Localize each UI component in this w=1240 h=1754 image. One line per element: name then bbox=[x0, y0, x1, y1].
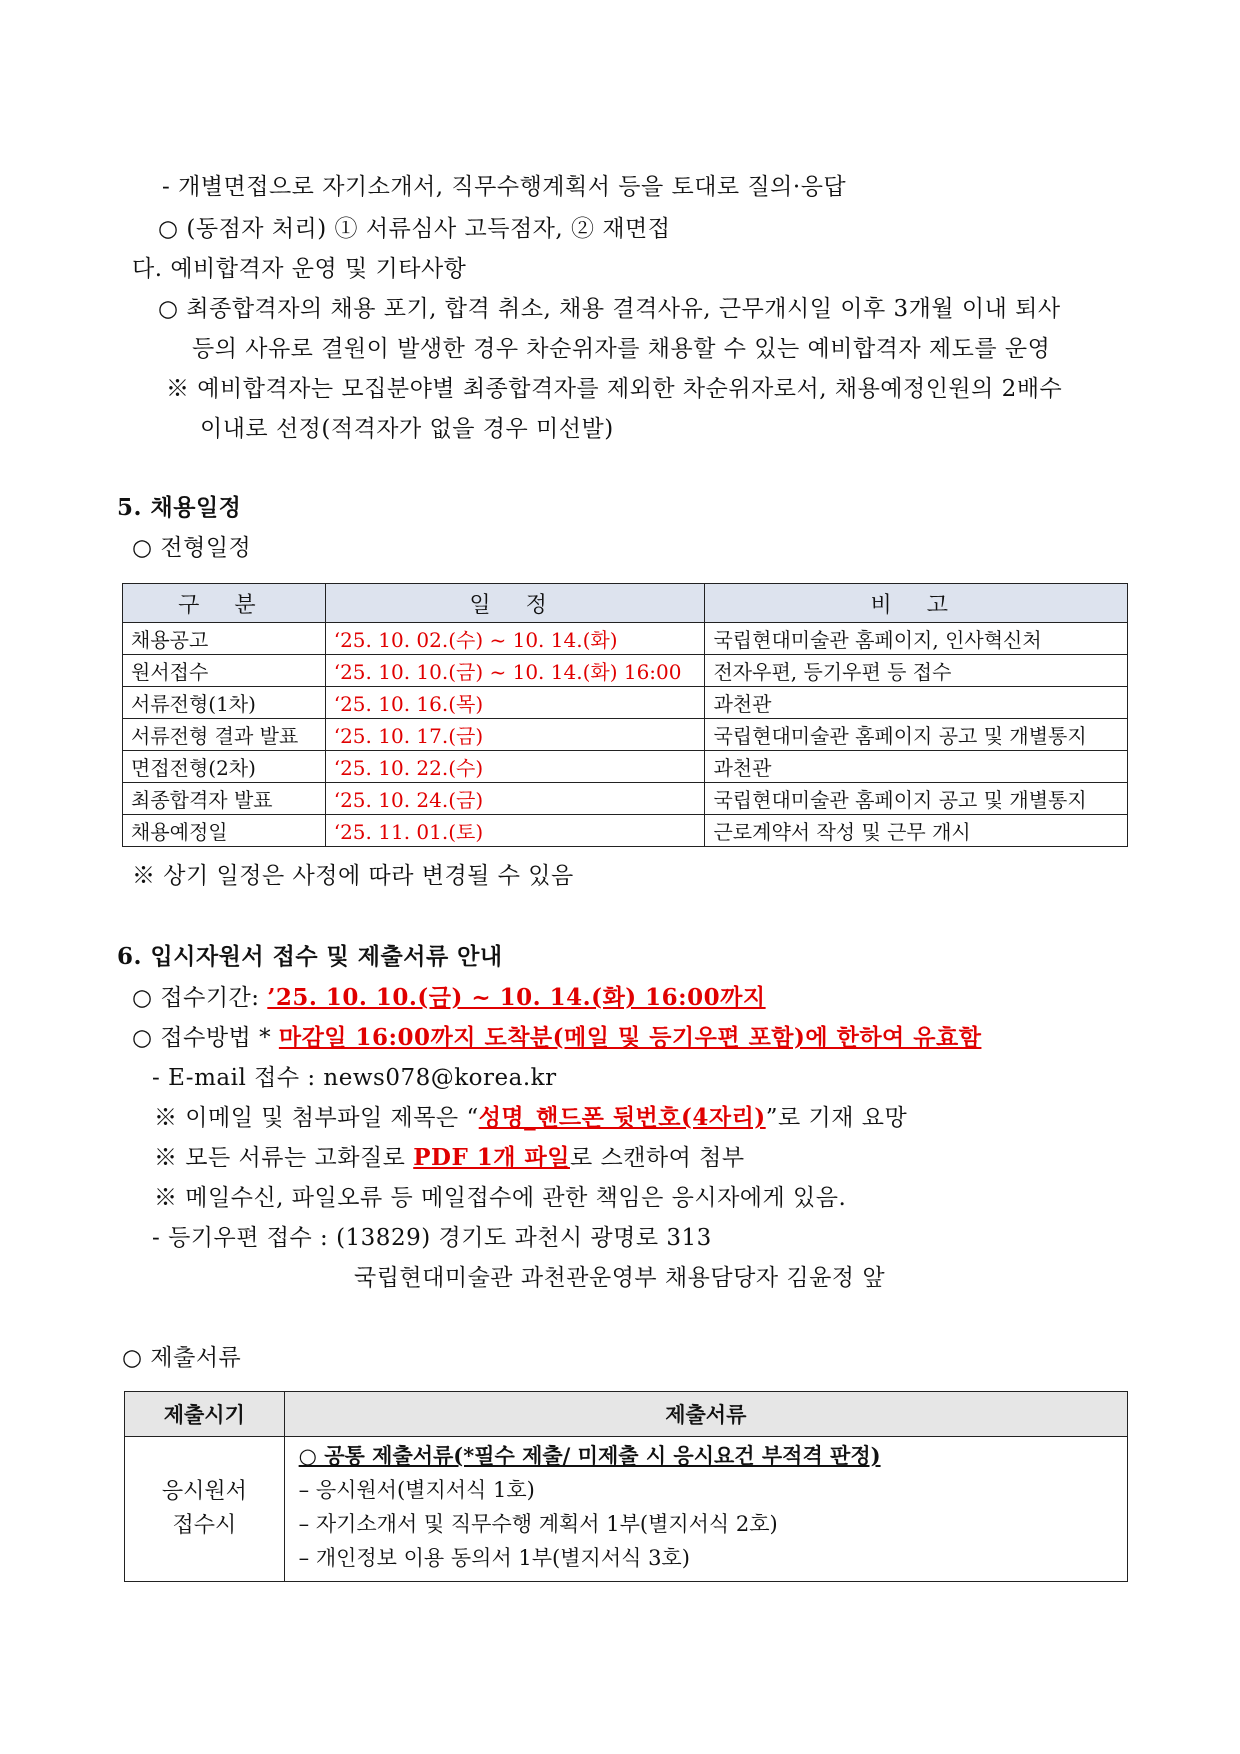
table-row bbox=[123, 623, 1128, 655]
schedule-note: 과천관 bbox=[705, 751, 1128, 783]
schedule-category: 최종합격자 발표 bbox=[123, 783, 326, 815]
schedule-note: 근로계약서 작성 및 근무 개시 bbox=[705, 815, 1128, 847]
schedule-note: 국립현대미술관 홈페이지 공고 및 개별통지 bbox=[705, 783, 1128, 815]
schedule-date: ‘25. 10. 10.(금) ~ 10. 14.(화) 16:00 bbox=[325, 655, 705, 687]
docs-lead: ○ 공통 제출서류(*필수 제출/ 미제출 시 응시요건 부적격 판정) bbox=[298, 1443, 881, 1468]
method-label: ○ 접수방법 * bbox=[132, 1025, 279, 1051]
table-row bbox=[123, 655, 1128, 687]
post-line-2: 국립현대미술관 과천관운영부 채용담당자 김윤정 앞 bbox=[354, 1265, 886, 1291]
schedule-category: 채용예정일 bbox=[123, 815, 326, 847]
reserve-note-1: ※ 예비합격자는 모집분야별 최종합격자를 제외한 차순위자로서, 채용예정인원의 2배수 bbox=[166, 376, 1063, 402]
table-row bbox=[123, 815, 1128, 847]
schedule-date: ‘25. 10. 24.(금) bbox=[325, 783, 705, 815]
pdf-pre: ※ 모든 서류는 고화질로 bbox=[154, 1145, 414, 1171]
section-da-heading: 다. 예비합격자 운영 및 기타사항 bbox=[132, 256, 467, 282]
period-line bbox=[132, 983, 766, 1013]
schedule-footnote: ※ 상기 일정은 사정에 따라 변경될 수 있음 bbox=[132, 863, 574, 889]
subject-highlight: 성명_핸드폰 뒷번호(4자리) bbox=[478, 1104, 766, 1131]
schedule-table bbox=[122, 583, 1128, 847]
subject-line bbox=[154, 1103, 907, 1133]
schedule-note: 과천관 bbox=[705, 687, 1128, 719]
table-row bbox=[123, 687, 1128, 719]
docs-header-items: 제출서류 bbox=[284, 1392, 1127, 1437]
schedule-header-category: 구 분 bbox=[123, 584, 326, 623]
schedule-note: 전자우편, 등기우편 등 접수 bbox=[705, 655, 1128, 687]
email-line: - E-mail 접수 : news078@korea.kr bbox=[152, 1065, 557, 1091]
post-line: - 등기우편 접수 : (13829) 경기도 과천시 광명로 313 bbox=[152, 1225, 712, 1251]
docs-items-cell bbox=[284, 1437, 1127, 1582]
table-row bbox=[125, 1437, 1128, 1582]
schedule-date: ‘25. 10. 02.(수) ~ 10. 14.(화) bbox=[325, 623, 705, 655]
period-label: ○ 접수기간: bbox=[132, 985, 268, 1011]
schedule-note: 국립현대미술관 홈페이지 공고 및 개별통지 bbox=[705, 719, 1128, 751]
schedule-category: 서류전형(1차) bbox=[123, 687, 326, 719]
schedule-header-note: 비 고 bbox=[705, 584, 1128, 623]
tie-rule-line: ○ (동점자 처리) ① 서류심사 고득점자, ② 재면접 bbox=[158, 216, 671, 242]
docs-label: ○ 제출서류 bbox=[122, 1345, 242, 1371]
interview-line: - 개별면접으로 자기소개서, 직무수행계획서 등을 토대로 질의·응답 bbox=[162, 174, 847, 200]
docs-header-when: 제출시기 bbox=[125, 1392, 285, 1437]
section6-title: 6. 입시자원서 접수 및 제출서류 안내 bbox=[117, 943, 503, 970]
pdf-line bbox=[154, 1143, 745, 1173]
schedule-category: 채용공고 bbox=[123, 623, 326, 655]
docs-when-cell bbox=[125, 1437, 285, 1582]
reserve-line-2: 등의 사유로 결원이 발생한 경우 차순위자를 채용할 수 있는 예비합격자 제도를 운영 bbox=[192, 336, 1051, 362]
reserve-line-1: ○ 최종합격자의 채용 포기, 합격 취소, 채용 결격사유, 근무개시일 이후 3개월 이내 퇴사 bbox=[158, 296, 1061, 322]
method-value: 마감일 16:00까지 도착분(메일 및 등기우편 포함)에 한하여 유효함 bbox=[278, 1024, 982, 1051]
schedule-date: ‘25. 10. 17.(금) bbox=[325, 719, 705, 751]
reserve-note-2: 이내로 선정(적격자가 없을 경우 미선발) bbox=[200, 416, 614, 442]
list-item: – 응시원서(별지서식 1호) bbox=[298, 1478, 535, 1502]
section5-title: 5. 채용일정 bbox=[117, 494, 242, 521]
pdf-post: 로 스캔하여 첨부 bbox=[569, 1145, 745, 1171]
schedule-header-row bbox=[123, 584, 1128, 623]
table-row bbox=[123, 783, 1128, 815]
docs-when-line: 접수시 bbox=[172, 1513, 237, 1538]
list-item: – 자기소개서 및 직무수행 계획서 1부(별지서식 2호) bbox=[298, 1512, 778, 1536]
table-row bbox=[123, 751, 1128, 783]
schedule-date: ‘25. 10. 22.(수) bbox=[325, 751, 705, 783]
responsibility-line: ※ 메일수신, 파일오류 등 메일접수에 관한 책임은 응시자에게 있음. bbox=[154, 1185, 847, 1211]
method-line bbox=[132, 1023, 981, 1053]
documents-table bbox=[124, 1391, 1128, 1582]
schedule-category: 서류전형 결과 발표 bbox=[123, 719, 326, 751]
schedule-date: ‘25. 10. 16.(목) bbox=[325, 687, 705, 719]
schedule-category: 원서접수 bbox=[123, 655, 326, 687]
schedule-category: 면접전형(2차) bbox=[123, 751, 326, 783]
pdf-highlight: PDF 1개 파일 bbox=[413, 1144, 570, 1171]
period-value: ’25. 10. 10.(금) ~ 10. 14.(화) 16:00까지 bbox=[267, 984, 766, 1011]
table-row bbox=[123, 719, 1128, 751]
schedule-note: 국립현대미술관 홈페이지, 인사혁신처 bbox=[705, 623, 1128, 655]
section5-subtitle: ○ 전형일정 bbox=[132, 535, 252, 561]
subject-pre: ※ 이메일 및 첨부파일 제목은 “ bbox=[154, 1105, 479, 1131]
schedule-date: ‘25. 11. 01.(토) bbox=[325, 815, 705, 847]
docs-when-line: 응시원서 bbox=[161, 1479, 247, 1504]
list-item: – 개인정보 이용 동의서 1부(별지서식 3호) bbox=[298, 1546, 690, 1570]
subject-post: ”로 기재 요망 bbox=[765, 1105, 908, 1131]
docs-header-row bbox=[125, 1392, 1128, 1437]
schedule-header-date: 일 정 bbox=[325, 584, 705, 623]
